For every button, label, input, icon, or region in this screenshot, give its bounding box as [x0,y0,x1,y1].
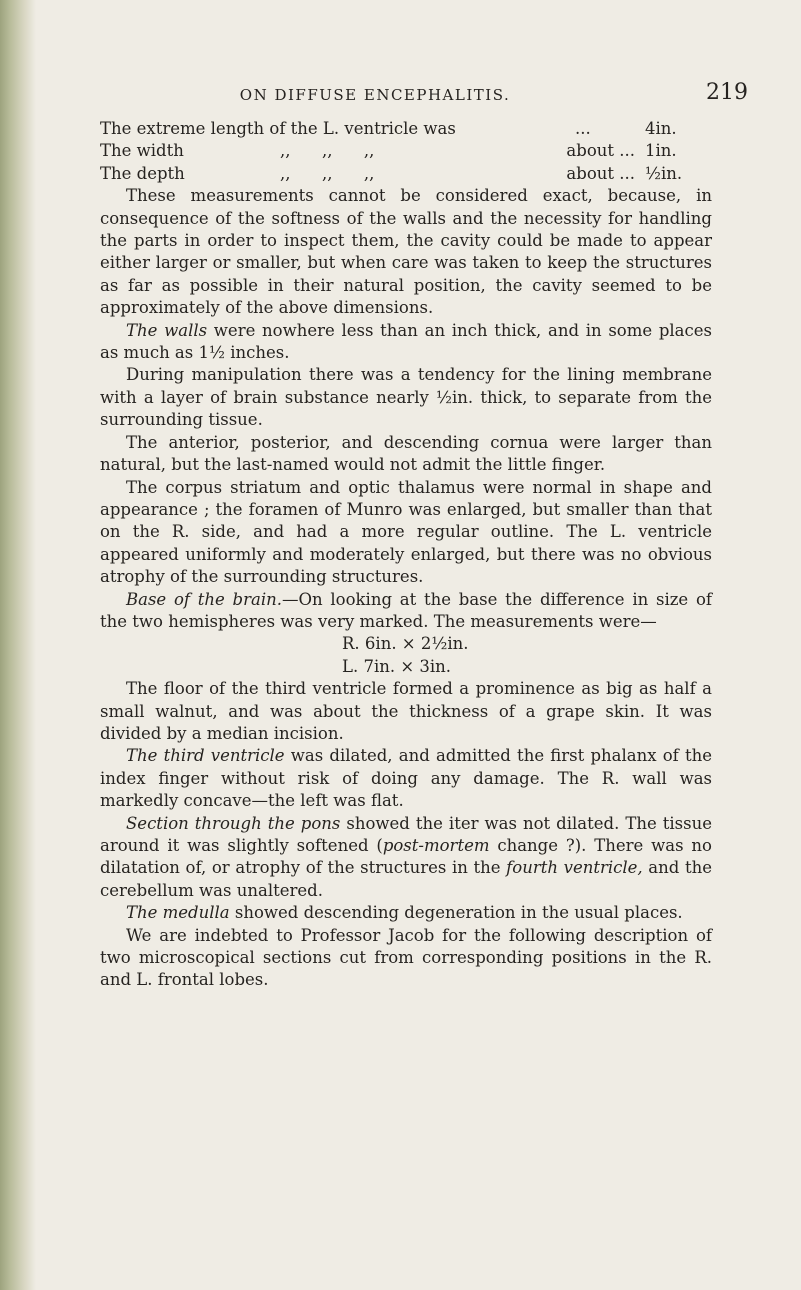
paragraph-heading: The medulla [126,903,230,923]
base-measurement-left: L. 7in. × 3in. [342,656,452,676]
paragraph-text: and the cerebellum was unaltered. [100,858,712,900]
paragraph-text: change ?). There was no dilatation of, or atrophy of the structures in the [100,836,712,878]
measurement-row [100,163,712,185]
measurement-row [100,140,712,162]
italic-term: fourth ventricle, [506,858,643,878]
paragraph-text: showed the iter was not dilated. The tissue around it was slightly softened ( [100,813,712,855]
measurement-ditto: ,, ,, ,, [280,141,375,161]
paragraph-heading: Base of the brain. [126,589,282,609]
paragraph: The corpus striatum and optic thalamus were normal in shape and appearance ; the foramen of Munro was enlarged, but smaller than that on the R. side, and had a more regular outline. The L. ventricle appeared uniformly and moderately enlarged, but there was no obvious atrophy of the surrounding structures. [100,477,712,587]
measurement-value: 4in. [645,119,677,138]
paragraph: The floor of the third ventricle formed a prominence as big as half a small walnut, and was about the thickness of a grape skin. It was divided by a median incision. [100,679,712,743]
paragraph [100,745,712,812]
measurement-label: The depth [100,163,185,183]
measurement-qualifier: about ... [566,141,635,161]
page-number: 219 [706,80,748,105]
body-text [100,118,712,992]
measurement-label: The extreme length of the L. ventricle was [100,119,456,138]
measurement-qualifier: ... [575,119,591,138]
paragraph-text: —On looking at the base the difference in size of the two hemispheres was very marked. The measurements were— [100,589,712,631]
paragraph: The anterior, posterior, and descending cornua were larger than natural, but the last-named would not admit the little finger. [100,432,712,475]
paragraph [100,589,712,634]
paragraph [100,902,712,924]
paragraph-text: showed descending degeneration in the usual places. [229,903,683,923]
paragraph: During manipulation there was a tendency for the lining membrane with a layer of brain substance nearly ½in. thick, to separate from the surrounding tissue. [100,365,712,430]
paragraph-text: was dilated, and admitted the first phalanx of the index finger without risk of doing any damage. The R. wall was markedly concave—the left was flat. [100,746,712,811]
running-head: ON DIFFUSE ENCEPHALITIS. [239,86,511,104]
measurement-row [100,118,712,140]
measurement-qualifier: about ... [566,163,635,183]
paragraph: We are indebted to Professor Jacob for the following description of two microscopical sections cut from corresponding positions in the R. and L. frontal lobes. [100,925,712,990]
measurement-value: 1in. [645,141,677,161]
paragraph: These measurements cannot be considered exact, because, in consequence of the softness of the walls and the necessity for handling the parts in order to inspect them, the cavity could be made to appear either larger or smaller, but when care was taken to keep the structures as far as possible in their natural position, the cavity seemed to be approximately of the above dimensions. [100,186,712,318]
measurement-label: The width [100,141,184,161]
paragraph-heading: The walls [126,320,208,340]
paragraph [100,320,712,365]
paragraph-heading: The third ventricle [126,746,285,766]
base-measurement-right: R. 6in. × 2½in. [342,634,469,654]
italic-term: post-mortem [382,836,490,855]
paragraph [100,813,712,903]
measurement-value: ½in. [645,163,683,183]
paragraph-text: were nowhere less than an inch thick, and in some places as much as 1½ inches. [100,320,712,363]
paragraph-heading: Section through the pons [126,813,341,833]
measurement-ditto: ,, ,, ,, [280,163,375,183]
